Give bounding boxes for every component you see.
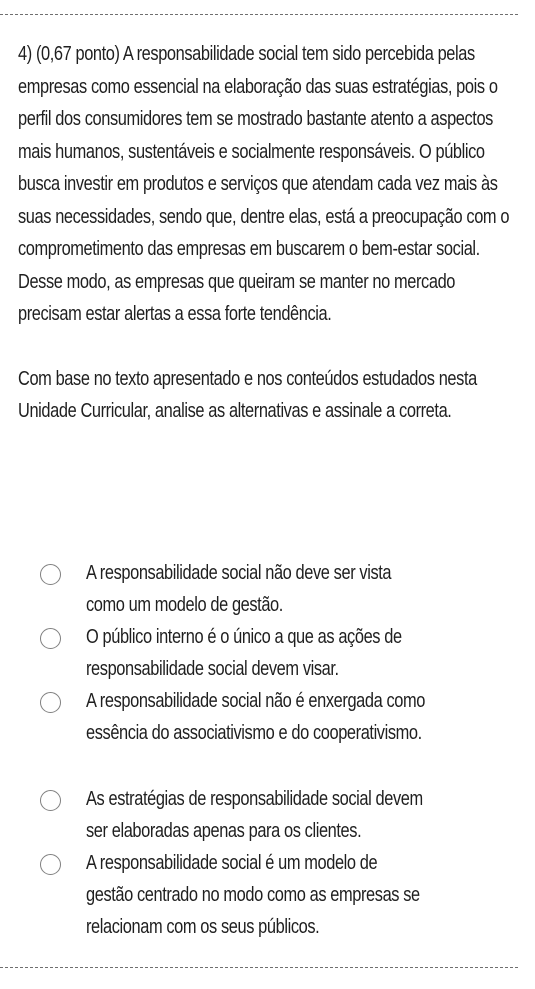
- answer-option-5[interactable]: [40, 847, 510, 943]
- option-2-label: O público interno é o único a que as ações de responsabilidade social devem visar.: [86, 625, 402, 680]
- option-4-label: As estratégias de responsabilidade social devem ser elaboradas apenas para os clientes.: [86, 787, 423, 842]
- answer-option-3[interactable]: [40, 685, 510, 783]
- question-instruction: Com base no texto apresentado e nos conteúdos estudados nesta Unidade Curricular, analise as alternativas e assinale a correta.: [18, 366, 477, 422]
- bottom-divider: [0, 967, 518, 968]
- answer-options: [40, 557, 510, 943]
- radio-button-option-1[interactable]: [40, 564, 61, 585]
- radio-button-option-3[interactable]: [40, 692, 61, 713]
- radio-button-option-2[interactable]: [40, 628, 61, 649]
- option-5-label: A responsabilidade social é um modelo de gestão centrado no modo como as empresas se relacionam com os seus públicos.: [86, 851, 420, 938]
- answer-option-2[interactable]: [40, 621, 510, 685]
- question-text: 4) (0,67 ponto) A responsabilidade social tem sido percebida pelas empresas como essencial na elaboração das suas estratégias, pois o perfil dos consumidores tem se mostrado bastante atento a aspectos mais humanos, sustentáveis e socialmente responsáveis. O público busca investir em produtos e serviços que atendam cada vez mais às suas necessidades, sendo que, dentre elas, está a preocupação com o comprometimento das empresas em buscarem o bem-estar social. Desse modo, as empresas que queiram se manter no mercado precisam estar alertas a essa forte tendência.: [18, 42, 510, 325]
- option-1-label: A responsabilidade social não deve ser vista como um modelo de gestão.: [86, 561, 392, 616]
- option-3-label: A responsabilidade social não é enxergada como essência do associativismo e do cooperativismo.: [86, 689, 425, 744]
- radio-button-option-4[interactable]: [40, 790, 61, 811]
- radio-button-option-5[interactable]: [40, 854, 61, 875]
- answer-option-4[interactable]: [40, 783, 510, 847]
- question-block: [18, 38, 518, 428]
- answer-option-1[interactable]: [40, 557, 510, 621]
- top-divider: [0, 14, 518, 15]
